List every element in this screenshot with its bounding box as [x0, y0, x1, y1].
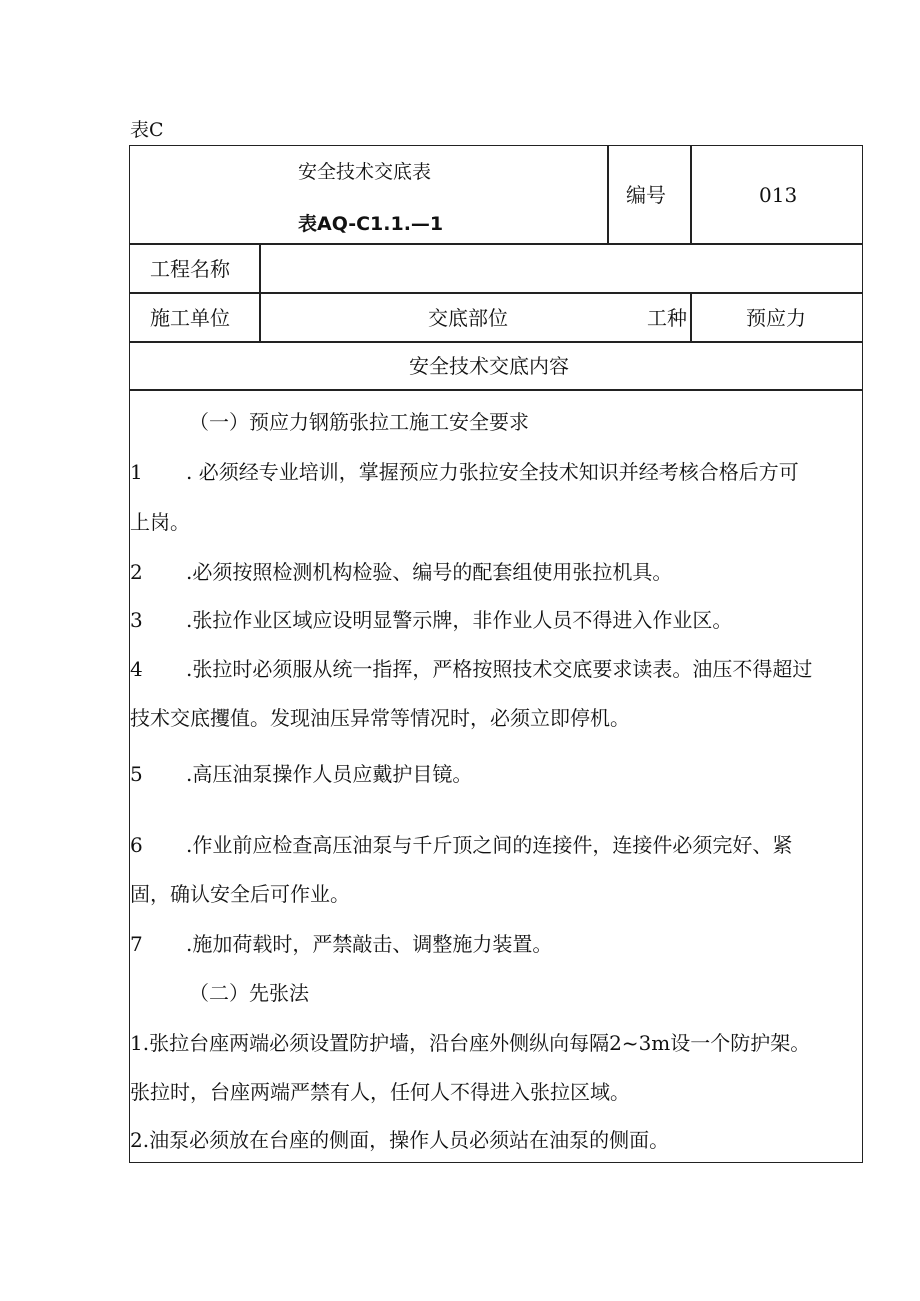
- section1-title: （一）预应力钢筋张拉工施工安全要求: [189, 410, 529, 434]
- section2-title: （二）先张法: [189, 981, 309, 1005]
- item7-number: 7: [130, 932, 143, 956]
- item6-line1: [130, 832, 792, 858]
- paragraph2-line1: 2.油泵必须放在台座的侧面，操作人员必须站在油泵的侧面。: [130, 1128, 670, 1152]
- row-divider-content-heading: [130, 389, 862, 391]
- item6-line2: 固，确认安全后可作业。: [130, 882, 350, 906]
- safety-disclosure-table: [129, 145, 863, 1163]
- paragraph1-line1: 1.张拉台座两端必须设置防护墙，沿台座外侧纵向每隔2~3m设一个防护架。: [130, 1031, 811, 1055]
- item3-line1: [130, 607, 732, 633]
- item1-line1: [130, 459, 799, 485]
- item5-number: 5: [130, 762, 143, 786]
- col-divider-work-type: [690, 292, 692, 341]
- item6-text: .作业前应检查高压油泵与千斤顶之间的连接件，连接件必须完好、紧: [186, 833, 793, 857]
- item6-number: 6: [130, 833, 143, 857]
- item4-number: 4: [130, 657, 143, 681]
- col-divider-title: [607, 146, 609, 243]
- work-type-label: 工种: [647, 306, 687, 330]
- item4-line1: [130, 656, 812, 682]
- item7-line1: [130, 931, 552, 957]
- item1-number: 1: [130, 460, 143, 484]
- item3-text: .张拉作业区域应设明显警示牌，非作业人员不得进入作业区。: [186, 608, 733, 632]
- form-code: 表C: [130, 119, 164, 141]
- row-divider-header: [130, 243, 862, 245]
- item1-line2: 上岗。: [130, 510, 190, 534]
- col-divider-label: [259, 243, 261, 341]
- item7-text: .施加荷载时，严禁敲击、调整施力装置。: [186, 932, 553, 956]
- row-divider-project: [130, 292, 862, 294]
- paragraph1-line2: 张拉时，台座两端严禁有人，任何人不得进入张拉区域。: [130, 1080, 630, 1104]
- work-type-value: 预应力: [746, 306, 806, 330]
- item3-number: 3: [130, 608, 143, 632]
- item4-text: .张拉时必须服从统一指挥，严格按照技术交底要求读表。油压不得超过: [186, 657, 813, 681]
- form-number: 表AQ-C1.1.—1: [298, 213, 444, 235]
- content-heading: 安全技术交底内容: [409, 354, 569, 378]
- item5-text: .高压油泵操作人员应戴护目镜。: [186, 762, 473, 786]
- item1-text: . 必须经专业培训，掌握预应力张拉安全技术知识并经考核合格后方可: [186, 460, 799, 484]
- project-name-label: 工程名称: [150, 257, 230, 281]
- disclosure-part-label: 交底部位: [428, 306, 508, 330]
- item4-line2: 技术交底攫值。发现油压异常等情况时，必须立即停机。: [130, 706, 630, 730]
- item5-line1: [130, 761, 472, 787]
- table-title: 安全技术交底表: [298, 161, 432, 183]
- number-label: 编号: [626, 183, 666, 207]
- row-divider-unit: [130, 341, 862, 343]
- col-divider-number: [690, 146, 692, 243]
- item2-number: 2: [130, 560, 143, 584]
- construction-unit-label: 施工单位: [150, 306, 230, 330]
- number-value: 013: [759, 183, 798, 207]
- item2-text: .必须按照检测机构检验、编号的配套组使用张拉机具。: [186, 560, 673, 584]
- item2-line1: [130, 559, 672, 585]
